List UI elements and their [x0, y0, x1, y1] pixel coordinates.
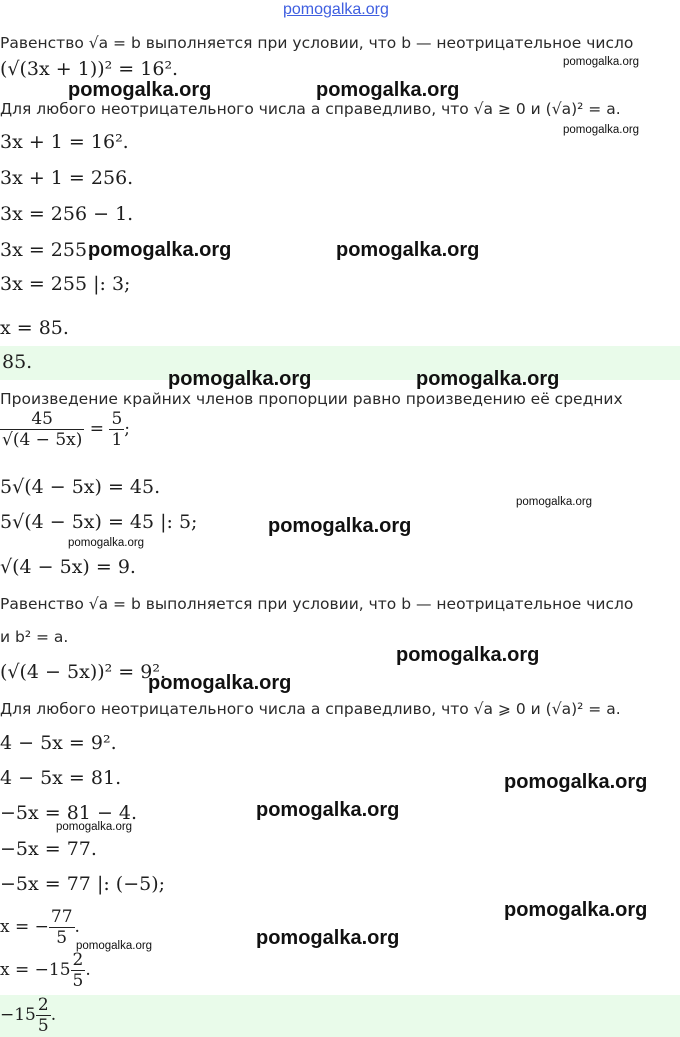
watermark: pomogalka.org: [268, 515, 412, 537]
answer-block: [0, 995, 680, 1037]
equation-line: 3x = 256 − 1.: [0, 203, 134, 225]
fraction: [71, 950, 86, 991]
watermark: pomogalka.org: [68, 79, 212, 101]
fraction-numerator: 2: [37, 995, 49, 1015]
watermark: pomogalka.org: [516, 496, 593, 508]
rule-any-text: Для любого неотрицательного числа a справедливо, что √a ⩾ 0 и (√a)² = a.: [0, 700, 621, 718]
watermark: pomogalka.org: [336, 239, 480, 261]
equation-line: 3x + 1 = 16².: [0, 131, 129, 153]
proportion-rule-text: Произведение крайних членов пропорции равно произведению её средних: [0, 390, 623, 408]
watermark: pomogalka.org: [256, 799, 400, 821]
fraction-left: [0, 409, 84, 450]
equation-line: √(4 − 5x) = 9.: [0, 556, 136, 578]
equation-line: 3x = 255.: [0, 239, 94, 261]
watermark: pomogalka.org: [504, 771, 648, 793]
equation-line: −5x = 77 |: (−5);: [0, 873, 166, 895]
site-link-top[interactable]: pomogalka.org: [283, 1, 389, 18]
equation-line: (√(3x + 1))² = 16².: [0, 58, 179, 80]
fraction: [36, 995, 51, 1036]
equation-prefix: x = −15: [0, 960, 71, 980]
fraction-numerator: 2: [72, 950, 84, 970]
fraction: [49, 907, 75, 948]
equation-line: 5√(4 − 5x) = 45 |: 5;: [0, 511, 198, 533]
equation-line: (√(4 − 5x))² = 9².: [0, 661, 167, 683]
equation-line: 5√(4 − 5x) = 45.: [0, 476, 161, 498]
rule-any-text: Для любого неотрицательного числа a справедливо, что √a ≥ 0 и (√a)² = a.: [0, 100, 621, 118]
equation-line: 4 − 5x = 9².: [0, 732, 117, 754]
watermark: pomogalka.org: [148, 672, 292, 694]
fraction-denominator: 5: [72, 971, 84, 991]
proportion-equation: $\frac{45}{√(4 - 5x)}$ = $\frac{5}{1}$ ;: [2, 409, 130, 450]
equation-line: 3x + 1 = 256.: [0, 167, 134, 189]
watermark: pomogalka.org: [504, 899, 648, 921]
equation-line: −5x = 81 − 4.: [0, 802, 138, 824]
equation-line: x = 85.: [0, 317, 69, 339]
watermark: pomogalka.org: [76, 940, 153, 952]
answer-block: [0, 346, 680, 380]
equation-line: x = − $\frac{77}{5}$ .: [0, 907, 80, 948]
fraction-right: [109, 409, 124, 450]
watermark: pomogalka.org: [396, 644, 540, 666]
watermark: pomogalka.org: [68, 537, 145, 549]
fraction-denominator: √(4 − 5x): [2, 430, 83, 450]
watermark: pomogalka.org: [563, 56, 640, 68]
watermark: pomogalka.org: [56, 821, 133, 833]
rule-sqrt-tail: и b² = a.: [0, 628, 69, 646]
answer-prefix: −15: [0, 1005, 36, 1025]
watermark: pomogalka.org: [256, 927, 400, 949]
equation-prefix: x = −: [0, 917, 49, 937]
watermark: pomogalka.org: [316, 79, 460, 101]
equation-line: −5x = 77.: [0, 838, 97, 860]
watermark: pomogalka.org: [168, 368, 312, 390]
equation-line: x = −15 $\frac{2}{5}$ .: [0, 950, 91, 991]
equation-line: 3x = 255 |: 3;: [0, 273, 131, 295]
fraction-numerator: 45: [31, 409, 53, 429]
fraction-denominator: 5: [49, 927, 75, 948]
answer-value: −15 $\frac{2}{5}$ .: [0, 995, 57, 1036]
fraction-denominator: 1: [111, 430, 123, 450]
fraction-numerator: 77: [50, 907, 73, 927]
watermark: pomogalka.org: [416, 368, 560, 390]
equation-line: 4 − 5x = 81.: [0, 767, 122, 789]
rule-sqrt-text: Равенство √a = b выполняется при условии, что b — неотрицательное число: [0, 34, 634, 52]
fraction-denominator: 5: [37, 1016, 49, 1036]
watermark: pomogalka.org: [563, 124, 640, 136]
rule-sqrt-text: Равенство √a = b выполняется при условии, что b — неотрицательное число: [0, 595, 634, 613]
watermark: pomogalka.org: [88, 239, 232, 261]
fraction-numerator: 5: [111, 409, 123, 429]
answer-value: 85.: [2, 351, 33, 373]
